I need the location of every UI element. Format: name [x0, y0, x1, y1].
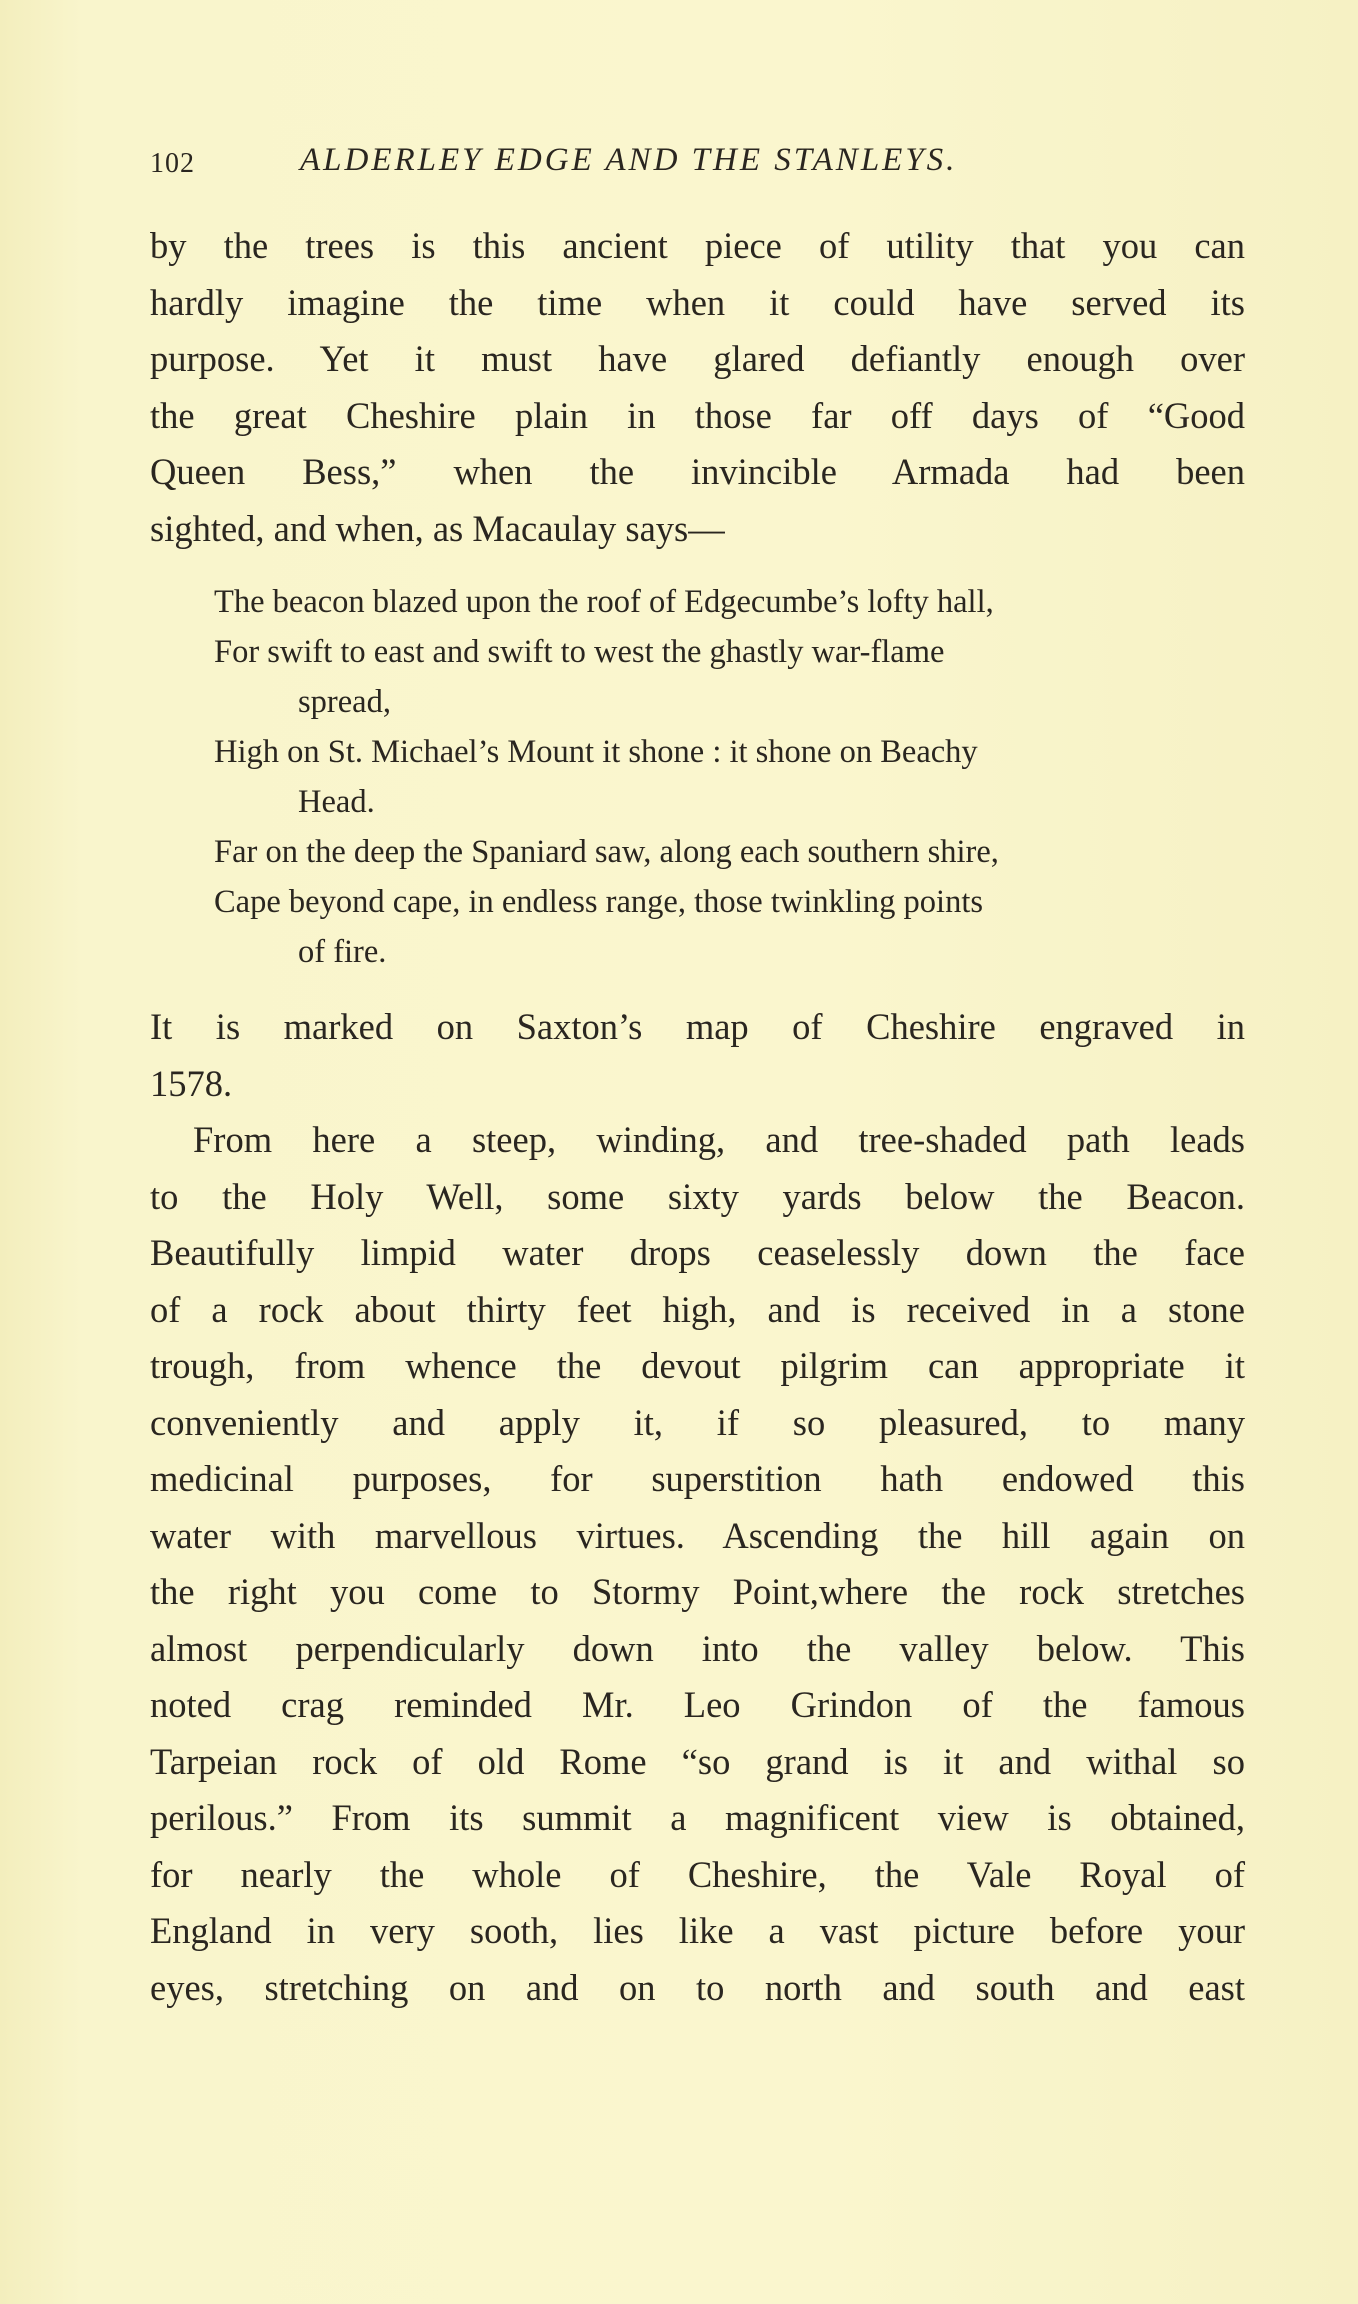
text-line: eyes, stretching on and on to north and south and east	[150, 1966, 1245, 2008]
text-line: medicinal purposes, for superstition hath endowed this	[150, 1458, 1245, 1499]
text-line: trough, from whence the devout pilgrim can appropriate it	[150, 1345, 1245, 1386]
text-line: almost perpendicularly down into the valley below. This	[150, 1627, 1245, 1669]
text-line: the great Cheshire plain in those far off days of “Good	[150, 394, 1245, 436]
text-line: hardly imagine the time when it could have served its	[150, 281, 1245, 323]
text-line: the right you come to Stormy Point,where the rock stretches	[150, 1571, 1245, 1612]
text-line: sighted, and when, as Macaulay says—	[150, 507, 725, 549]
verse-line: For swift to east and swift to west the ghastly war-flame	[214, 634, 945, 670]
verse-continuation: spread,	[298, 684, 391, 720]
text-line: 1578.	[150, 1062, 233, 1104]
page-number: 102	[150, 148, 195, 179]
saxton-paragraph	[150, 999, 1245, 1112]
verse-continuation: of fire.	[298, 934, 387, 970]
text-line: From here a steep, winding, and tree-shaded path leads	[193, 1119, 1245, 1160]
verse-line: Far on the deep the Spaniard saw, along each southern shire,	[214, 834, 999, 870]
text-line: It is marked on Saxton’s map of Cheshire engraved in	[150, 1006, 1245, 1047]
text-line: by the trees is this ancient piece of utility that you can	[150, 225, 1245, 266]
text-line: water with marvellous virtues. Ascending the hill again on	[150, 1514, 1245, 1556]
holy-well-paragraph	[150, 1112, 1245, 2016]
text-line: noted crag reminded Mr. Leo Grindon of the famous	[150, 1684, 1245, 1725]
text-line: perilous.” From its summit a magnificent view is obtained,	[150, 1797, 1245, 1838]
text-line: of a rock about thirty feet high, and is received in a stone	[150, 1288, 1245, 1330]
verse-continuation: Head.	[298, 784, 375, 820]
text-line: Queen Bess,” when the invincible Armada had been	[150, 451, 1245, 492]
text-line: for nearly the whole of Cheshire, the Vale Royal of	[150, 1853, 1245, 1895]
body-text	[150, 218, 1245, 2016]
text-line: to the Holy Well, some sixty yards below the Beacon.	[150, 1175, 1245, 1217]
verse-line: High on St. Michael’s Mount it shone : it shone on Beachy	[214, 734, 978, 770]
text-line: England in very sooth, lies like a vast picture before your	[150, 1910, 1245, 1951]
running-head	[150, 142, 1250, 182]
running-title: ALDERLEY EDGE AND THE STANLEYS.	[300, 142, 958, 178]
text-line: Tarpeian rock of old Rome “so grand is it and withal so	[150, 1740, 1245, 1782]
verse-line: Cape beyond cape, in endless range, those twinkling points	[214, 884, 984, 920]
verse-line: The beacon blazed upon the roof of Edgecumbe’s lofty hall,	[214, 584, 994, 620]
text-line: conveniently and apply it, if so pleasured, to many	[150, 1401, 1245, 1443]
opening-paragraph	[150, 218, 1245, 557]
text-line: Beautifully limpid water drops ceaselessly down the face	[150, 1232, 1245, 1273]
text-line: purpose. Yet it must have glared defiantly enough over	[150, 338, 1245, 379]
verse-quotation	[214, 577, 1214, 977]
